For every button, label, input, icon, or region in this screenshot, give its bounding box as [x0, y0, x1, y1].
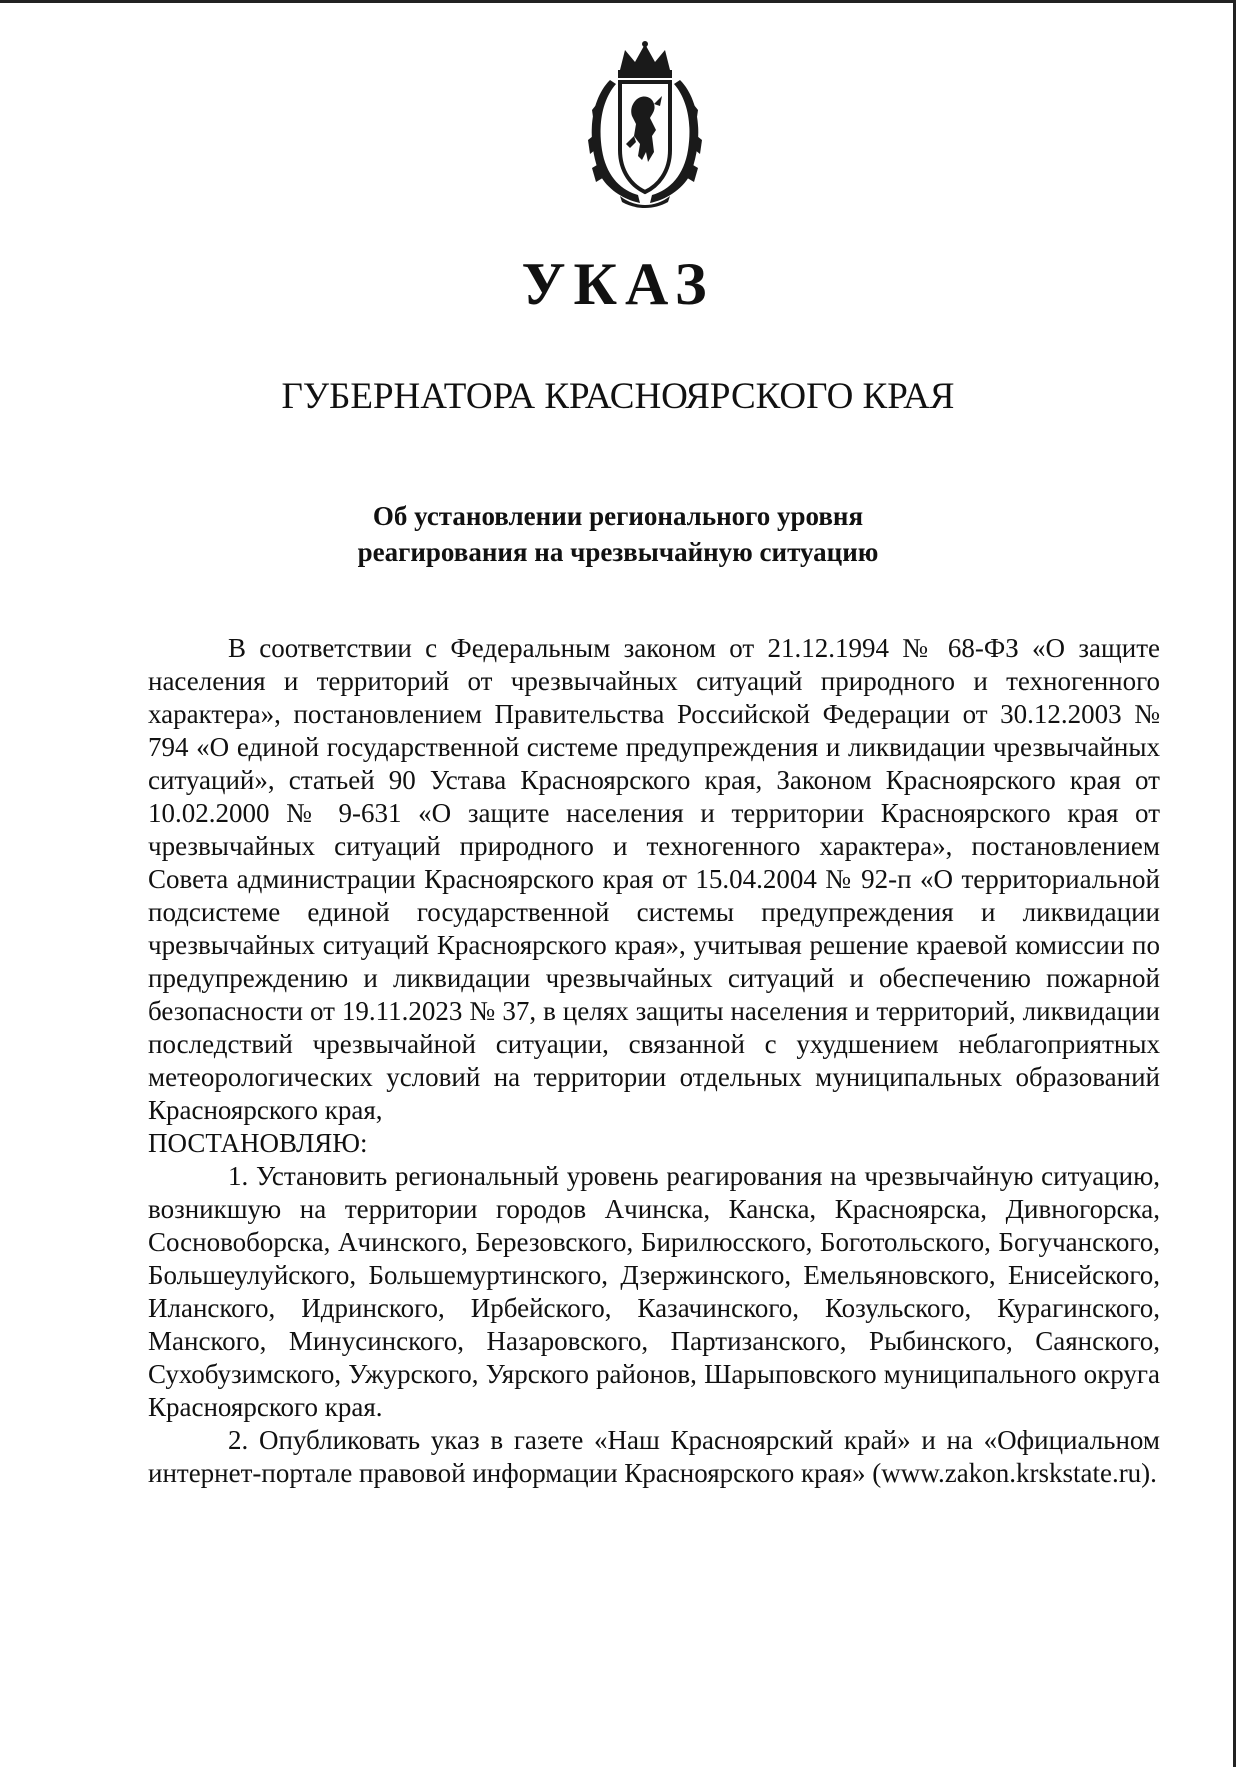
- preamble-paragraph: В соответствии с Федеральным законом от 21.12.1994 № 68-ФЗ «О защите населения и территорий от чрезвычайных ситуаций природного и техногенного характера», постановлением Правительства Российской Федерации от 30.12.2003 № 794 «О единой государственной системе предупреждения и ликвидации чрезвычайных ситуаций», статьей 90 Устава Красноярского края, Законом Красноярского края от 10.02.2000 № 9-631 «О защите населения и территории Красноярского края от чрезвычайных ситуаций природного и техногенного характера», постановлением Совета администрации Красноярского края от 15.04.2004 № 92-п «О территориальной подсистеме единой государственной системы предупреждения и ликвидации чрезвычайных ситуаций Красноярского края», учитывая решение краевой комиссии по предупреждению и ликвидации чрезвычайных ситуаций и обеспечению пожарной безопасности от 19.11.2023 № 37, в целях защиты населения и территорий, ликвидации последствий чрезвычайной ситуации, связанной с ухудшением неблагоприятных метеорологических условий на территории отдельных муниципальных образований Красноярского края,: [148, 633, 1160, 1125]
- item-1-paragraph: 1. Установить региональный уровень реагирования на чрезвычайную ситуацию, возникшую на территории городов Ачинска, Канска, Красноярска, Дивногорска, Сосновоборска, Ачинского, Березовского, Бирилюсского, Боготольского, Богучанского, Большеулуйского, Большемуртинского, Дзержинского, Емельяновского, Енисейского, Иланского, Идринского, Ирбейского, Казачинского, Козульского, Курагинского, Манского, Минусинского, Назаровского, Партизанского, Рыбинского, Саянского, Сухобузимского, Ужурского, Уярского районов, Шарыповского муниципального округа Красноярского края.: [148, 1161, 1160, 1422]
- document-issuer: ГУБЕРНАТОРА КРАСНОЯРСКОГО КРАЯ: [281, 376, 955, 417]
- document-body: [148, 632, 1160, 1490]
- coat-of-arms-icon: [580, 40, 710, 210]
- decree-word: ПОСТАНОВЛЯЮ:: [148, 1128, 368, 1158]
- heading-line-1: Об установлении регионального уровня: [372, 501, 864, 531]
- document-heading: [0, 498, 1236, 570]
- item-2-paragraph: 2. Опубликовать указ в газете «Наш Красноярский край» и на «Официальном интернет-портале правовой информации Красноярского края» (www.zakon.krskstate.ru).: [148, 1425, 1160, 1488]
- heading-line-2: реагирования на чрезвычайную ситуацию: [357, 537, 879, 567]
- scan-edge-top: [0, 0, 1236, 3]
- document-title: УКАЗ: [521, 251, 715, 317]
